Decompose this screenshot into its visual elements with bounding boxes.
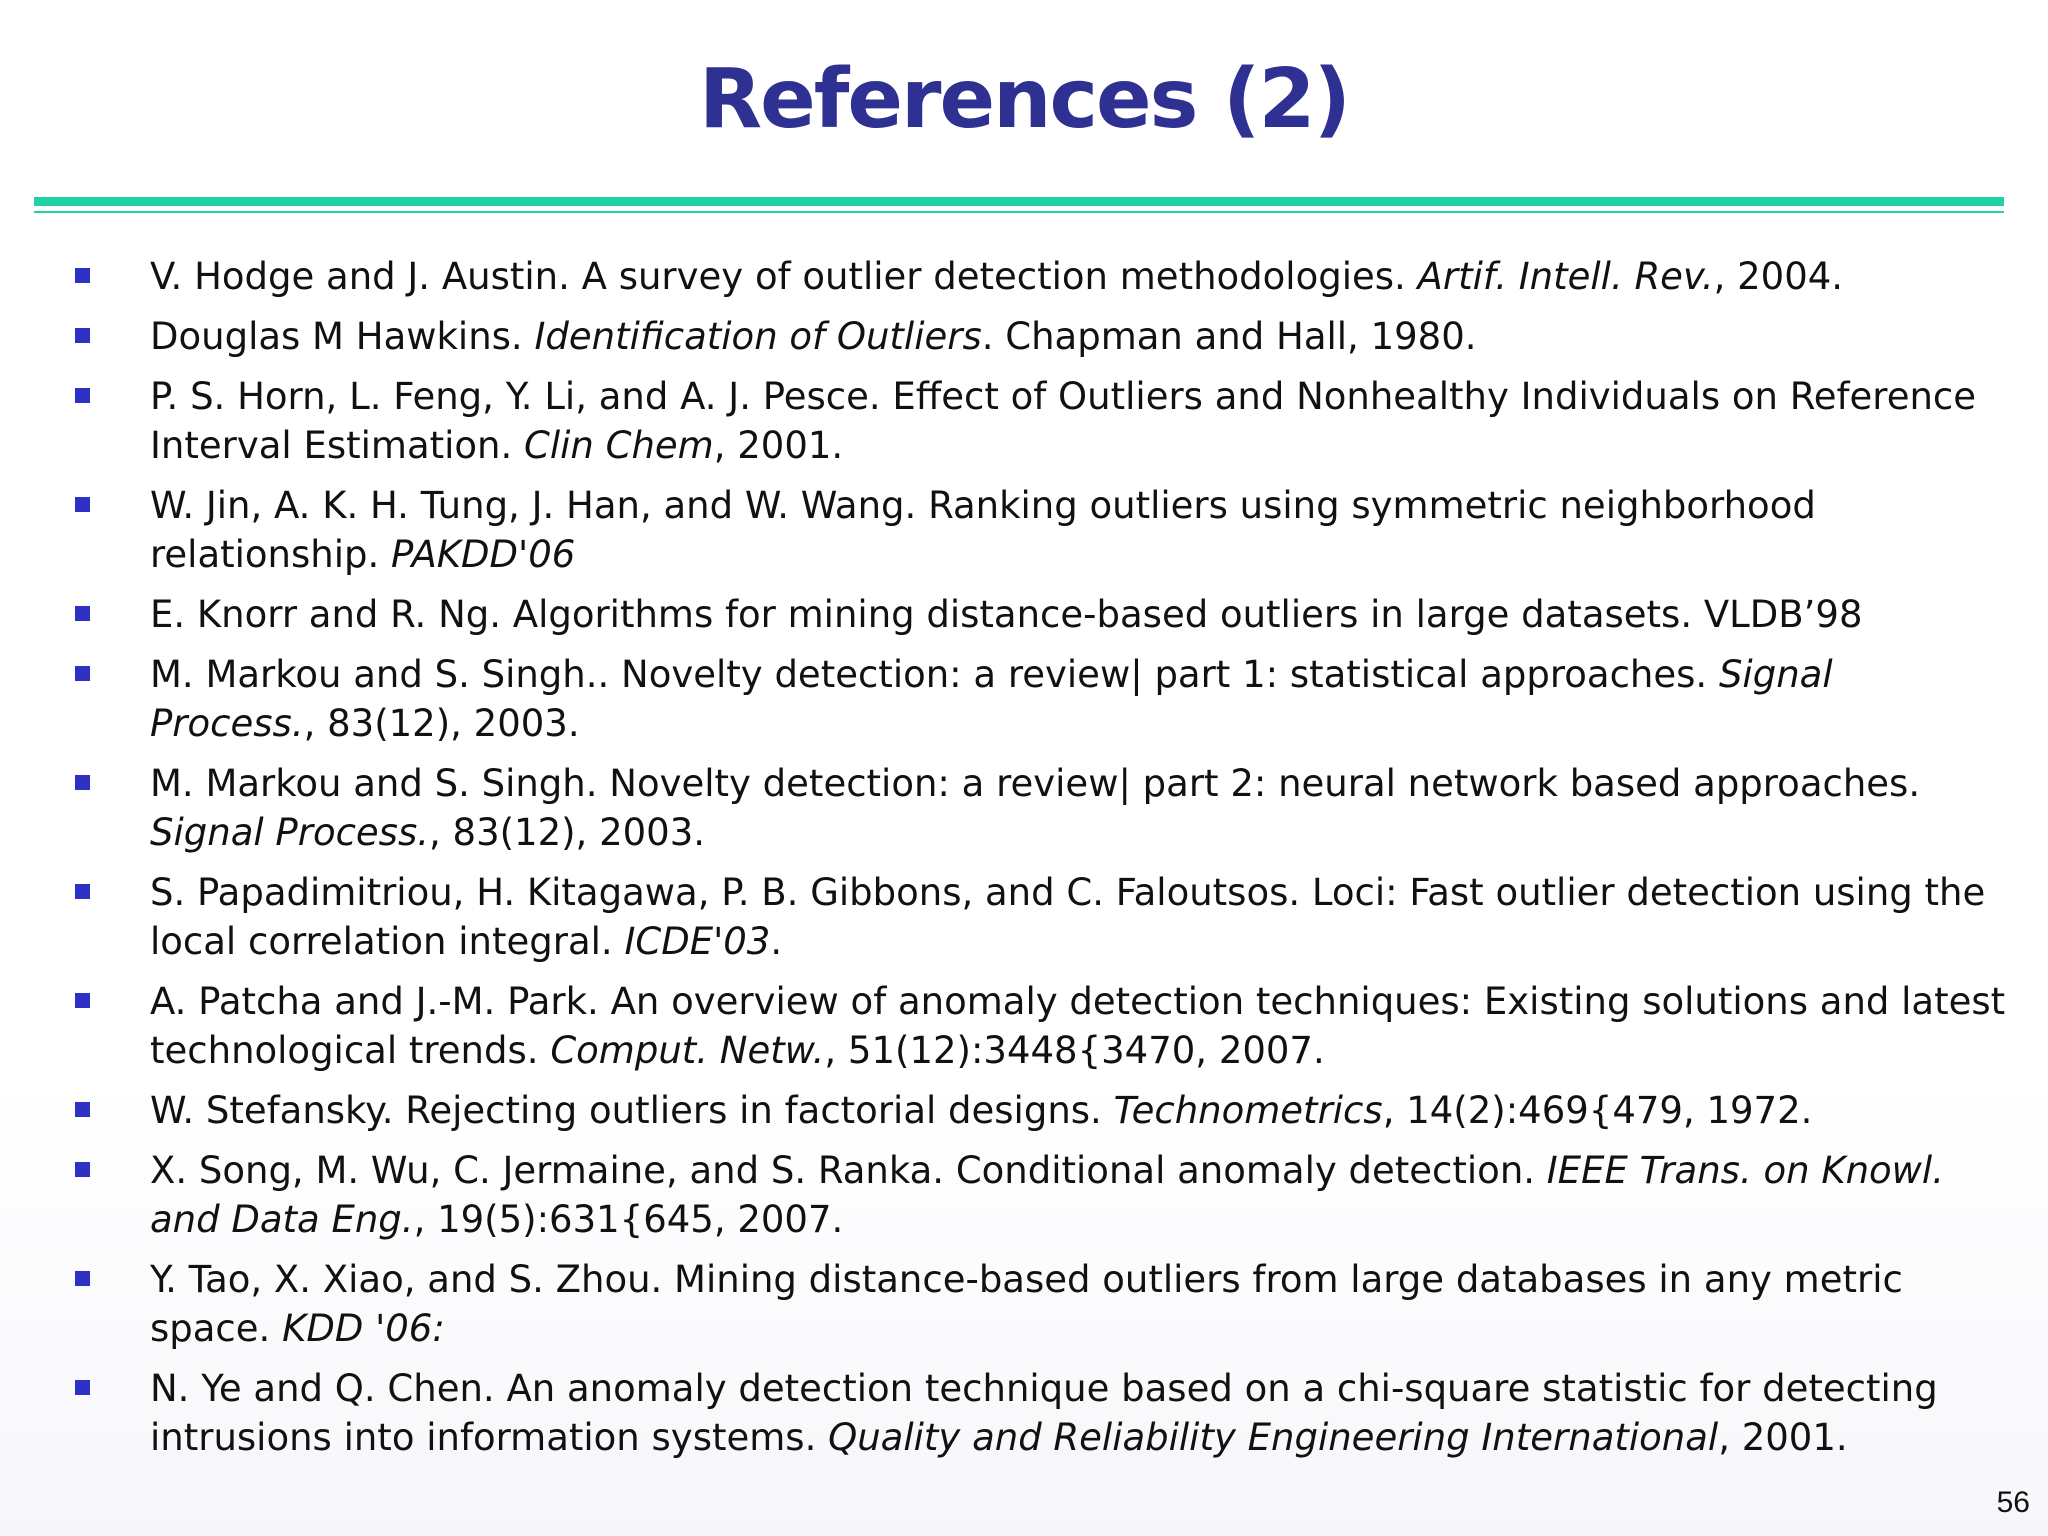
- reference-details: , 19(5):631{645, 2007.: [413, 1198, 844, 1241]
- reference-text: M. Markou and S. Singh. Novelty detection: a review| part 2: neural network based approaches.: [150, 762, 1921, 805]
- slide-title: References (2): [698, 52, 1350, 147]
- reference-item: [0, 1364, 2048, 1462]
- reference-item: [0, 252, 2048, 301]
- reference-details: . Chapman and Hall, 1980.: [981, 315, 1477, 358]
- square-bullet-icon: [75, 884, 90, 899]
- reference-text: E. Knorr and R. Ng. Algorithms for mining distance-based outliers in large datasets. VLDB’98: [150, 593, 1863, 636]
- reference-details: , 2004.: [1713, 255, 1844, 298]
- reference-venue: Quality and Reliability Engineering International: [828, 1416, 1719, 1459]
- square-bullet-icon: [75, 775, 90, 790]
- reference-text: M. Markou and S. Singh.. Novelty detection: a review| part 1: statistical approaches.: [150, 653, 1719, 696]
- reference-item: [0, 759, 2048, 857]
- square-bullet-icon: [75, 268, 90, 283]
- reference-venue: Signal Process.: [150, 653, 1833, 745]
- reference-item: [0, 590, 2048, 639]
- reference-venue: PAKDD'06: [391, 533, 576, 576]
- reference-details: .: [770, 920, 783, 963]
- reference-item: [0, 481, 2048, 579]
- reference-item: [0, 1255, 2048, 1353]
- reference-item: [0, 650, 2048, 748]
- reference-item: [0, 977, 2048, 1075]
- reference-venue: ICDE'03: [624, 920, 771, 963]
- reference-item: [0, 868, 2048, 966]
- reference-venue: Comput. Netw.: [550, 1029, 825, 1072]
- reference-text: W. Stefansky. Rejecting outliers in factorial designs.: [150, 1089, 1114, 1132]
- square-bullet-icon: [75, 1102, 90, 1117]
- reference-text: A. Patcha and J.-M. Park. An overview of anomaly detection techniques: Existing solutions and latest technological trends.: [150, 980, 2006, 1072]
- reference-list: [0, 252, 2048, 1473]
- reference-details: , 2001.: [713, 424, 844, 467]
- reference-text: N. Ye and Q. Chen. An anomaly detection technique based on a chi-square statistic for detecting intrusions into information systems.: [150, 1367, 1938, 1459]
- reference-details: , 14(2):469{479, 1972.: [1382, 1089, 1813, 1132]
- reference-venue: KDD '06:: [282, 1307, 445, 1350]
- title-divider-thick: [34, 197, 2004, 206]
- square-bullet-icon: [75, 1380, 90, 1395]
- square-bullet-icon: [75, 666, 90, 681]
- reference-text: P. S. Horn, L. Feng, Y. Li, and A. J. Pesce. Effect of Outliers and Nonhealthy Individuals on Reference Interval Estimation.: [150, 375, 1977, 467]
- square-bullet-icon: [75, 497, 90, 512]
- title-divider-thin: [34, 211, 2004, 213]
- square-bullet-icon: [75, 1271, 90, 1286]
- reference-item: [0, 372, 2048, 470]
- reference-venue: IEEE Trans. on Knowl. and Data Eng.: [150, 1149, 1944, 1241]
- reference-details: , 2001.: [1718, 1416, 1848, 1459]
- reference-venue: Clin Chem: [524, 424, 714, 467]
- reference-details: , 51(12):3448{3470, 2007.: [824, 1029, 1325, 1072]
- reference-text: Y. Tao, X. Xiao, and S. Zhou. Mining distance-based outliers from large databases in any metric space.: [150, 1258, 1903, 1350]
- square-bullet-icon: [75, 328, 90, 343]
- reference-venue: Identification of Outliers: [534, 315, 982, 358]
- reference-item: [0, 312, 2048, 361]
- reference-venue: Signal Process.: [150, 811, 429, 854]
- reference-item: [0, 1086, 2048, 1135]
- reference-text: W. Jin, A. K. H. Tung, J. Han, and W. Wang. Ranking outliers using symmetric neighborhood relationship.: [150, 484, 1816, 576]
- reference-venue: Technometrics: [1113, 1089, 1383, 1132]
- square-bullet-icon: [75, 993, 90, 1008]
- square-bullet-icon: [75, 1162, 90, 1177]
- reference-details: , 83(12), 2003.: [303, 702, 580, 745]
- square-bullet-icon: [75, 388, 90, 403]
- reference-text: V. Hodge and J. Austin. A survey of outlier detection methodologies.: [150, 255, 1418, 298]
- reference-details: , 83(12), 2003.: [429, 811, 706, 854]
- square-bullet-icon: [75, 606, 90, 621]
- reference-item: [0, 1146, 2048, 1244]
- reference-text: X. Song, M. Wu, C. Jermaine, and S. Ranka. Conditional anomaly detection.: [150, 1149, 1547, 1192]
- reference-text: Douglas M Hawkins.: [150, 315, 535, 358]
- page-number: 56: [1996, 1486, 2030, 1519]
- reference-venue: Artif. Intell. Rev.: [1417, 255, 1714, 298]
- reference-text: S. Papadimitriou, H. Kitagawa, P. B. Gibbons, and C. Faloutsos. Loci: Fast outlier detection using the local correlation integral.: [150, 871, 1986, 963]
